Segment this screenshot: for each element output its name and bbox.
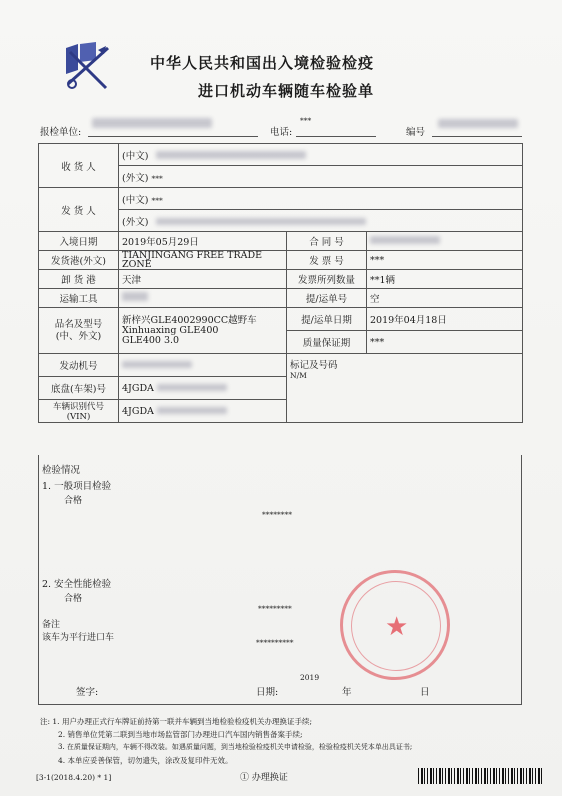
warranty-label: 质量保证期	[287, 331, 367, 354]
sign-label: 签字:	[76, 687, 99, 698]
consignee-cn-redacted	[156, 151, 306, 159]
applicant-label: 报检单位:	[40, 127, 82, 138]
ship-port-label: 发货港(外文)	[39, 251, 119, 270]
chassis-value-cell	[119, 377, 287, 400]
consignee-label: 收 货 人	[39, 144, 119, 188]
contract-redacted	[370, 236, 440, 244]
serial-label: 编号	[406, 127, 426, 138]
form-code: [3-1(2018.4.20) * 1]	[36, 773, 112, 782]
vin-value: 4JGDA	[122, 405, 154, 417]
general-inspection-result: 合格	[64, 496, 83, 506]
contract-label: 合 同 号	[287, 232, 367, 251]
unload-port-value: 天津	[119, 270, 287, 289]
entry-date-label: 入境日期	[39, 232, 119, 251]
transport-redacted	[122, 292, 148, 301]
invoice-qty-value: **1辆	[367, 270, 523, 289]
name-model-value-3: GLE400 3.0	[122, 334, 180, 346]
serial-underline	[432, 136, 522, 137]
invoice-label: 发 票 号	[287, 251, 367, 270]
consignor-cn-label: (中文)	[122, 194, 149, 206]
copy-label: ① 办理换证	[240, 773, 288, 783]
remark-mask: **********	[256, 638, 294, 647]
document-subtitle: 进口机动车辆随车检验单	[198, 82, 375, 100]
safety-inspection-result: 合格	[64, 594, 83, 604]
date-year-unit: 年	[342, 687, 352, 698]
consignor-label: 发 货 人	[39, 188, 119, 232]
applicant-redacted	[92, 118, 212, 128]
marks-cell	[287, 354, 523, 423]
consignor-foreign-label: (外文)	[122, 216, 149, 228]
vehicle-info-table	[38, 143, 523, 423]
ship-port-value: TIANJINGANG FREE TRADE ZONE	[119, 251, 287, 270]
chassis-label: 底盘(车架)号	[39, 377, 119, 400]
applicant-underline	[88, 136, 258, 137]
consignee-foreign-label: (外文)	[122, 172, 149, 184]
vin-value-cell	[119, 400, 287, 423]
bill-label: 提/运单号	[287, 289, 367, 308]
warranty-value: ***	[367, 331, 523, 354]
bill-date-value: 2019年04月18日	[367, 308, 523, 331]
note-2: 2. 销售单位凭第二联到当地市场监管部门办理进口汽车国内销售备案手续;	[58, 730, 303, 739]
phone-value: ***	[300, 116, 312, 125]
marks-value: N/M	[290, 371, 307, 380]
bill-date-label: 提/运单日期	[287, 308, 367, 331]
engine-redacted	[122, 361, 192, 368]
note-1: 注: 1. 用户办理正式行车牌证前持第一联并车辆到当地检验检疫机关办理换证手续;	[40, 717, 312, 726]
phone-underline	[296, 136, 376, 137]
consignor-cn-cell	[119, 188, 523, 210]
invoice-qty-label: 发票所列数量	[287, 270, 367, 289]
chassis-redacted	[157, 384, 227, 391]
engine-label: 发动机号	[39, 354, 119, 377]
seal-star-icon: ★	[385, 612, 409, 642]
transport-label: 运输工具	[39, 289, 119, 308]
vin-redacted	[157, 407, 227, 414]
barcode	[418, 768, 544, 784]
date-label: 日期:	[256, 687, 279, 698]
date-day-unit: 日	[420, 687, 430, 698]
consignee-foreign-cell	[119, 166, 523, 188]
document-title: 中华人民共和国出入境检验检疫	[150, 54, 375, 72]
name-model-label-1: 品名及型号	[54, 318, 103, 330]
consignee-cn-cell	[119, 144, 523, 166]
name-model-label-2: (中、外文)	[55, 330, 102, 342]
unload-port-label: 卸 货 港	[39, 270, 119, 289]
phone-label: 电话:	[270, 127, 293, 138]
remark-value: 该车为平行进口车	[42, 633, 115, 643]
consignee-cn-label: (中文)	[122, 150, 149, 162]
general-inspection-mask: ********	[262, 510, 292, 519]
name-model-value-cell	[119, 308, 287, 354]
entry-date-value: 2019年05月29日	[119, 232, 287, 251]
note-4: 4. 本单应妥善保管，切勿遗失，涂改及复印件无效。	[58, 756, 233, 765]
serial-redacted	[438, 119, 518, 128]
bill-value: 空	[367, 289, 523, 308]
consignee-foreign-value: ***	[151, 173, 163, 183]
date-year: 2019	[300, 673, 320, 682]
safety-inspection-title: 2. 安全性能检验	[42, 579, 112, 590]
consignor-foreign-redacted	[156, 218, 366, 225]
safety-inspection-mask: *********	[258, 604, 292, 613]
remark-label: 备注	[42, 620, 61, 630]
contract-value	[367, 232, 523, 251]
consignor-cn-value: ***	[151, 195, 163, 205]
chassis-value: 4JGDA	[122, 382, 154, 394]
transport-value	[119, 289, 287, 308]
name-model-value-1: 新梓兴GLE4002990CC越野车	[122, 314, 257, 326]
engine-value	[119, 354, 287, 377]
general-inspection-title: 1. 一般项目检验	[42, 481, 112, 492]
note-3: 3. 在质量保证期内，车辆不得改装。如遇质量问题，到当地检验检疫机关申请检验，检验检疫机关凭本单出具证书;	[58, 743, 413, 751]
invoice-value: ***	[367, 251, 523, 270]
ciq-emblem-icon	[58, 40, 118, 96]
inspection-heading: 检验情况	[42, 465, 81, 476]
marks-label: 标记及号码	[290, 360, 338, 371]
name-model-value-2: Xinhuaxing GLE400	[122, 324, 219, 336]
name-model-label-cell	[39, 308, 119, 354]
vin-label: 车辆识别代号(VIN)	[39, 400, 119, 423]
consignor-foreign-cell	[119, 210, 523, 232]
